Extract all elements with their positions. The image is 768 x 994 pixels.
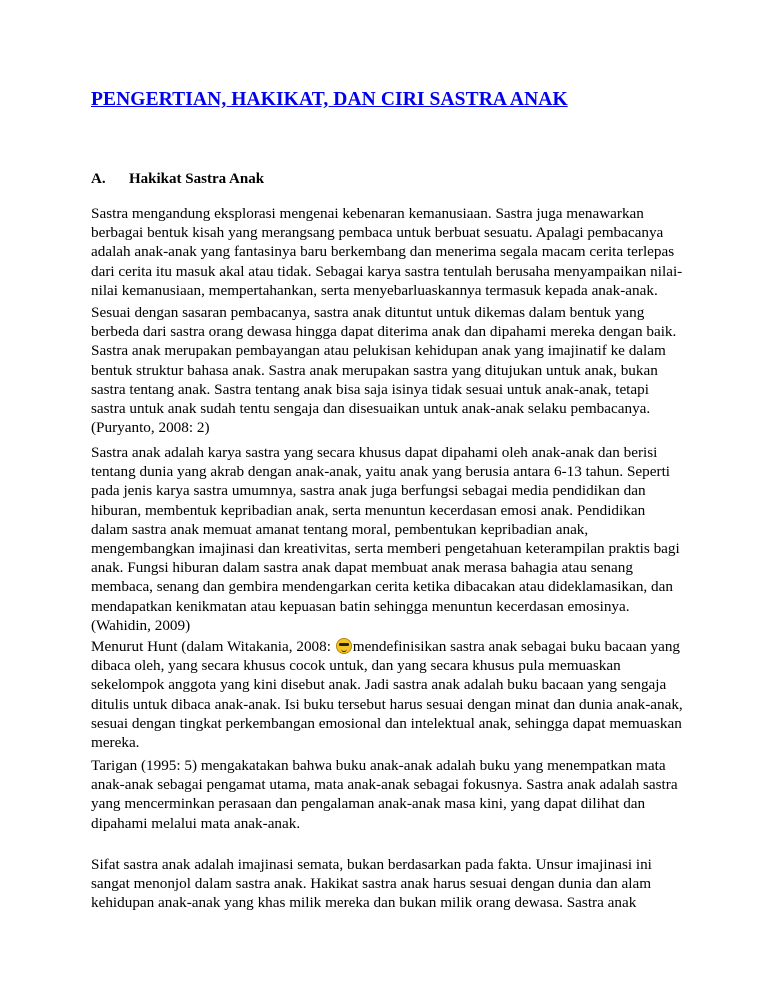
text-line: bentuk struktur bahasa anak. Sastra anak merupakan sastra yang ditujukan untuk anak, bukan <box>91 361 658 379</box>
document-title[interactable]: PENGERTIAN, HAKIKAT, DAN CIRI SASTRA ANAK <box>91 89 568 110</box>
text-line <box>91 637 691 656</box>
text-run: Menurut Hunt (dalam Witakania, 2008: <box>91 638 335 655</box>
text-line: sesuai dengan tingkat perkembangan emosional dan intelektual anak, sehingga dapat memuaskan <box>91 714 682 732</box>
text-line: ditulis untuk dibaca anak-anak. Isi buku tersebut harus sesuai dengan minat dan dunia anak-anak, <box>91 695 683 713</box>
text-line: berbeda dari sastra orang dewasa hingga dapat diterima anak dan dipahami mereka dengan baik. <box>91 323 677 341</box>
text-line: dibaca oleh, yang secara khusus cocok untuk, dan yang secara khusus pula memuaskan <box>91 657 621 675</box>
text-line: anak-anak sebagai pengamat utama, mata anak-anak sebagai fokusnya. Sastra anak adalah sastra <box>91 776 678 794</box>
paragraph-3 <box>91 443 691 635</box>
text-line: sekelompok anggota yang kini disebut anak. Jadi sastra anak adalah buku bacaan yang sengaja <box>91 676 667 694</box>
text-line: membaca, senang dan gembira mendengarkan cerita ketika dibacakan atau dideklamasikan, dan <box>91 578 673 596</box>
text-line: (Puryanto, 2008: 2) <box>91 419 210 437</box>
text-line: pada jenis karya sastra umumnya, sastra anak juga berfungsi sebagai media pendidikan dan <box>91 482 646 500</box>
section-heading <box>91 171 264 188</box>
text-line: yang mencerminkan perasaan dan pengalaman anak-anak masa kini, yang dapat dilihat dan <box>91 795 646 813</box>
text-line: Sesuai dengan sasaran pembacanya, sastra anak dituntut untuk dikemas dalam bentuk yang <box>91 304 645 321</box>
text-line: Sastra mengandung eksplorasi mengenai kebenaran kemanusiaan. Sastra juga menawarkan <box>91 205 644 222</box>
text-line: sastra tentang anak. Sastra tentang anak bisa saja isinya tidak sesuai untuk anak-anak, tetapi <box>91 380 649 398</box>
text-run: mendefinisikan sastra anak sebagai buku bacaan yang <box>352 638 681 655</box>
text-line: dalam sastra anak memuat amanat tentang moral, pembentukan kepribadian anak, <box>91 520 589 538</box>
text-line: sangat menonjol dalam sastra anak. Hakikat sastra anak harus sesuai dengan dunia dan alam <box>91 875 652 893</box>
text-line: dipahami melalui mata anak-anak. <box>91 814 301 832</box>
text-line: berbagai bentuk kisah yang merangsang pembaca untuk berbuat sesuatu. Apalagi pembacanya <box>91 224 664 242</box>
text-line: (Wahidin, 2009) <box>91 616 191 634</box>
section-number: A. <box>91 171 106 187</box>
paragraph-1 <box>91 204 691 300</box>
text-line: sastra untuk anak sudah tentu sengaja dan disesuaikan untuk anak-anak selaku pembacanya. <box>91 400 651 418</box>
text-line: mendapatkan kenikmatan atau kepuasan batin sehingga menuntun kecerdasan emosinya. <box>91 597 630 615</box>
paragraph-5 <box>91 756 691 833</box>
text-line: kehidupan anak-anak yang khas milik mereka dan bukan milik orang dewasa. Sastra anak <box>91 894 637 912</box>
text-line: hiburan, membentuk kepribadian anak, serta menuntun kecerdasan emosi anak. Pendidikan <box>91 501 646 519</box>
text-line: anak. Fungsi hiburan dalam sastra anak dapat membuat anak merasa bahagia atau senang <box>91 559 633 577</box>
text-line: dari cerita itu masuk akal atau tidak. Sebagai karya sastra tentulah berusaha menyampaikan nilai- <box>91 262 683 280</box>
section-title: Hakikat Sastra Anak <box>129 171 265 187</box>
paragraph-2 <box>91 303 691 437</box>
text-line: Sastra anak adalah karya sastra yang secara khusus dapat dipahami oleh anak-anak dan berisi <box>91 444 658 461</box>
paragraph-4 <box>91 637 691 752</box>
text-line: nilai kemanusiaan, mempertahankan, serta menyebarluaskannya termasuk kepada anak-anak. <box>91 281 658 299</box>
text-line: Tarigan (1995: 5) mengakatakan bahwa buku anak-anak adalah buku yang menempatkan mata <box>91 757 666 774</box>
text-line: adalah anak-anak yang fantasinya baru berkembang dan menerima segala macam cerita terlepas <box>91 243 675 261</box>
paragraph-6 <box>91 855 691 913</box>
text-line: tentang dunia yang akrab dengan anak-anak, yaitu anak yang berusia antara 6-13 tahun. Seperti <box>91 463 671 481</box>
smiley-sunglasses-icon <box>336 638 352 654</box>
text-line: mereka. <box>91 734 140 752</box>
text-line: Sifat sastra anak adalah imajinasi semata, bukan berdasarkan pada fakta. Unsur imajinasi ini <box>91 856 652 873</box>
text-line: mengembangkan imajinasi dan kreativitas, serta memberi pengetahuan keterampilan praktis bagi <box>91 540 680 558</box>
text-line: Sastra anak merupakan pembayangan atau pelukisan kehidupan anak yang imajinatif ke dalam <box>91 342 666 360</box>
